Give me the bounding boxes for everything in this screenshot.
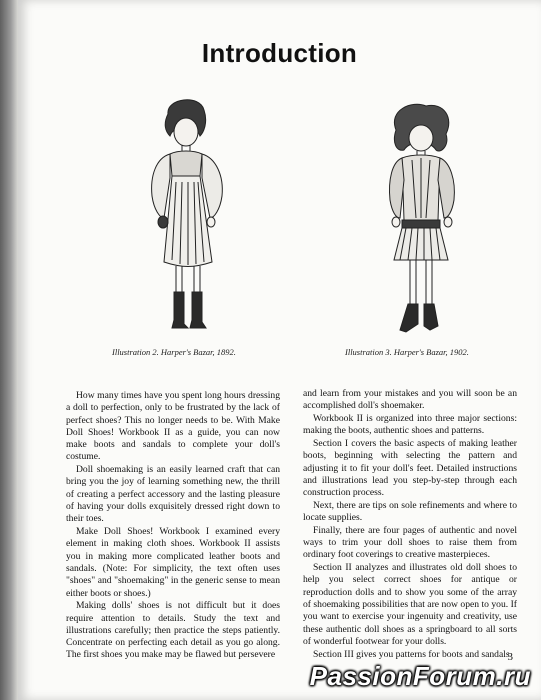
paragraph: Making dolls' shoes is not difficult but it does require attention to details. Study the text and illustrations carefully; then practice the steps patiently. Concentrate on perfecting each detail as you go along. The first shoes you make may be flawed but persevere (66, 600, 280, 661)
page-title: Introduction (201, 38, 358, 68)
paragraph: Finally, there are four pages of authentic and novel ways to trim your doll shoes to raise them from ordinary foot coverings to creative masterpieces. (303, 524, 517, 561)
paragraph: and learn from your mistakes and you will soon be an accomplished doll's shoemaker. (303, 388, 517, 412)
paragraph: Make Doll Shoes! Workbook I examined every element in making cloth shoes. Workbook II assists you in making more complicated leather boots and sandals. (Note: For simplicity, the text often uses "shoes" and "shoemaking" in the generic sense to mean either boots or shoes.) (66, 526, 280, 599)
site-watermark: PassionForum.ru (309, 661, 531, 691)
paragraph: Next, there are tips on sole refinements and where to locate supplies. (303, 499, 517, 524)
text-column-left (66, 390, 280, 662)
text-column-right (303, 388, 517, 661)
figure-caption-3: Illustration 3. Harper's Bazar, 1902. (345, 347, 469, 357)
paragraph: Doll shoemaking is an easily learned craft that can bring you the joy of learning something new, the thrill of creating a perfect accessory and the lasting pleasure of having your dolls exquisitely dressed right down to their toes. (66, 464, 280, 525)
figure-caption-2: Illustration 2. Harper's Bazar, 1892. (112, 347, 236, 357)
girl-pleated-dress-drawing (366, 100, 476, 340)
illustration-girl-pleated-dress (366, 100, 476, 340)
illustration-girl-dress (130, 92, 240, 337)
book-binding-shadow (0, 0, 18, 700)
paragraph: Section II analyzes and illustrates old doll shoes to help you select correct shoes for antique or reproduction dolls and to show you some of the array of shoemaking possibilities that are now open to you. If you want to exercise your ingenuity and creativity, use these authentic doll shoes as a springboard to all sorts of wonderful footwear for your dolls. (303, 562, 517, 647)
paragraph: Workbook II is organized into three major sections: making the boots, authentic shoes and patterns. (303, 412, 517, 437)
paragraph: Section III gives you patterns for boots and sandals (313, 648, 510, 660)
paragraph: How many times have you spent long hours dressing a doll to perfection, only to be frustrated by the lack of perfect shoes? This no longer needs to be. With Make Doll Shoes! Workbook II as a guide, you can now make boots and sandals to complete your doll's costume. (66, 390, 280, 463)
page-number: 3 (507, 651, 513, 663)
girl-dress-drawing (130, 92, 240, 337)
book-page (18, 0, 541, 700)
paragraph: Section I covers the basic aspects of making leather boots, beginning with selecting the pattern and adjusting it to fit your doll's feet. Detailed instructions and illustrations lead you step-by-step through each construction process. (303, 437, 517, 499)
